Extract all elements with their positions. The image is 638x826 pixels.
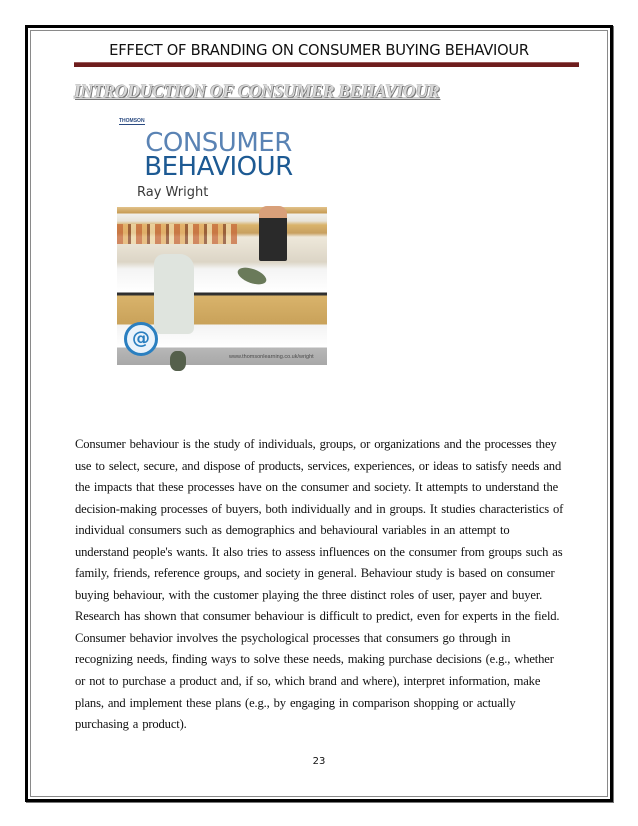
- body-paragraph: [75, 434, 580, 736]
- cover-publisher-logo: THOMSON: [119, 118, 145, 124]
- body-line: plans, and implement these plans (e.g., by engaging in comparison shopping or actually: [75, 695, 516, 710]
- book-cover-image: [109, 106, 328, 374]
- body-line: or not to purchase a product and, if so, which brand and where), interpret information, make: [75, 674, 541, 689]
- cover-at-badge-icon: @: [124, 322, 158, 356]
- body-line: family, friends, reference groups, and society in general. Behaviour study is based on consumer: [75, 566, 555, 581]
- page-border-frame: [25, 25, 613, 802]
- cover-title-line-2: BEHAVIOUR: [144, 152, 293, 182]
- body-line: recognizing needs, finding ways to solve these needs, making purchase decisions (e.g., whether: [75, 652, 554, 667]
- cover-shelf-produce: [117, 224, 237, 244]
- running-header: EFFECT OF BRANDING ON CONSUMER BUYING BEHAVIOUR: [109, 41, 529, 59]
- cover-url: www.thomsonlearning.co.uk/wright: [229, 354, 314, 360]
- section-title: INTRODUCTION OF CONSUMER BEHAVIOUR: [74, 81, 440, 101]
- body-line: individual consumers such as demographics and behavioural variables in an attempt to: [75, 523, 510, 538]
- body-line: understand people's wants. It also tries to assess influences on the consumer from groups such as: [75, 544, 563, 559]
- body-line: the impacts that these processes have on the consumer and society. It attempts to understand the: [75, 480, 559, 495]
- body-line: use to select, secure, and dispose of products, services, experiences, or ideas to satisfy needs and: [75, 458, 562, 473]
- body-line: buying behaviour, with the customer playing the three distinct roles of user, payer and buyer.: [75, 587, 543, 602]
- body-line: decision-making processes of buyers, both individually and in groups. It studies characteristics of: [75, 501, 564, 516]
- cover-child-figure: [154, 254, 194, 334]
- cover-author: Ray Wright: [137, 185, 209, 200]
- body-line: Consumer behavior involves the psychological processes that consumers go through in: [75, 630, 511, 645]
- body-line: Consumer behaviour is the study of individuals, groups, or organizations and the processes they: [75, 437, 557, 451]
- header-rule: [74, 62, 579, 67]
- body-line: purchasing a product).: [75, 717, 187, 732]
- cover-title-line-1: CONSUMER: [145, 128, 292, 158]
- body-line: Research has shown that consumer behaviour is difficult to predict, even for experts in the field.: [75, 609, 560, 624]
- page-number: 23: [312, 756, 326, 767]
- cover-shopper-figure: [259, 206, 287, 261]
- cover-shoe: [170, 351, 186, 371]
